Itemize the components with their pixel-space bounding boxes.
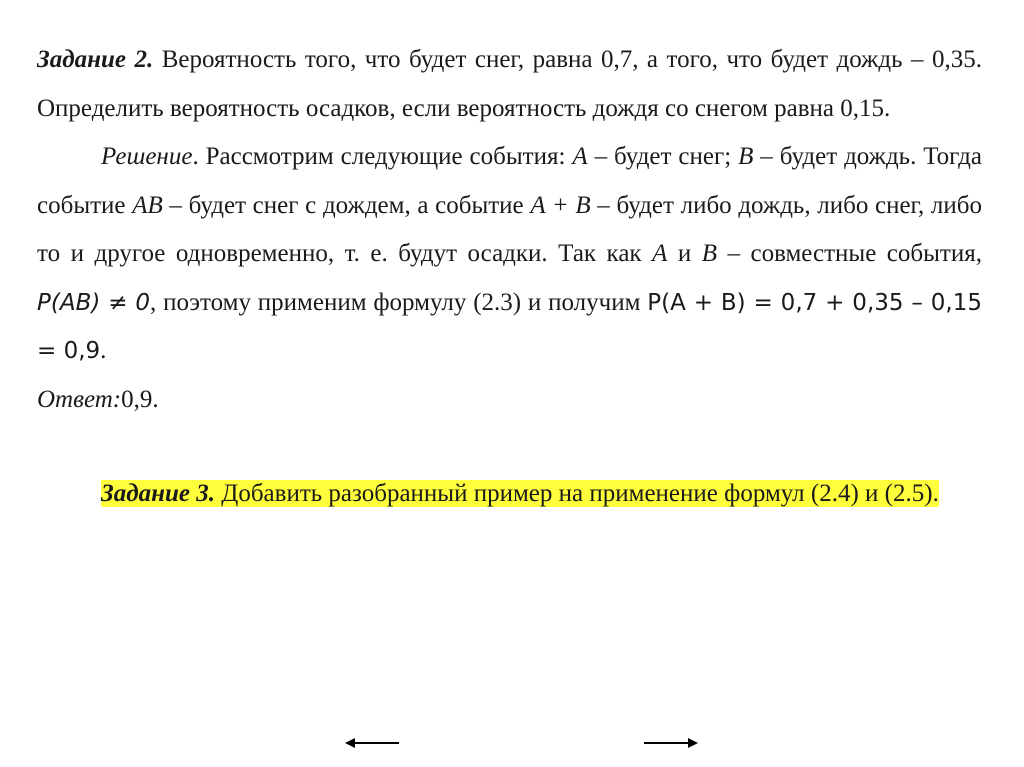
arrow-left-icon xyxy=(343,733,403,753)
solution-text-7: – совместные события, xyxy=(717,240,982,267)
event-sum: A + B xyxy=(530,191,591,219)
prev-slide-button[interactable] xyxy=(343,733,403,753)
task-2-label: Задание 2. xyxy=(37,46,154,73)
arrow-right-icon xyxy=(640,733,700,753)
event-a: A xyxy=(572,143,588,170)
event-ab: AB xyxy=(132,191,163,219)
solution-text-6: и xyxy=(667,240,702,267)
event-b: B xyxy=(738,143,754,170)
event-b-2: B xyxy=(701,240,718,267)
solution-text-5: – будет либо дождь, либо снег, либо то и другое одновременно, т. е. будут осадки. Так как xyxy=(37,191,982,267)
solution-text-4: – будет снег с дождем, а событие xyxy=(162,191,531,219)
solution-text-3: – будет дождь. Тогда событие xyxy=(37,143,982,219)
answer-paragraph xyxy=(37,376,982,425)
solution-text-8: , поэтому применим формулу (2.3) и получим xyxy=(150,288,648,316)
solution-text-2: – будет снег; xyxy=(587,143,739,170)
solution-text-9: . xyxy=(100,337,107,364)
solution-paragraph xyxy=(37,133,982,376)
task-3-text: Добавить разобранный пример на применение формул (2.4) и (2.5). xyxy=(215,480,939,507)
next-slide-button[interactable] xyxy=(640,733,700,753)
task-2-paragraph xyxy=(37,36,982,133)
solution-label: Решение xyxy=(101,143,193,170)
answer-value: 0,9. xyxy=(121,385,159,413)
task-3-paragraph xyxy=(37,470,982,519)
formula-p-sum: P(A + B) = 0,7 + 0,35 – 0,15 = 0,9 xyxy=(37,289,983,364)
answer-label: Ответ: xyxy=(37,385,122,413)
formula-p-ab: P(AB) ≠ 0 xyxy=(37,289,151,316)
task-2-text: Вероятность того, что будет снег, равна 0,7, а того, что будет дождь – 0,35. Определить вероятность осадков, если вероятность дождя со снегом равна 0,15. xyxy=(37,46,982,122)
task-3-label: Задание 3. xyxy=(101,480,216,507)
event-a-2: A xyxy=(652,240,668,267)
document-page xyxy=(37,36,982,519)
solution-text-1: . Рассмотрим следующие события: xyxy=(192,143,573,170)
